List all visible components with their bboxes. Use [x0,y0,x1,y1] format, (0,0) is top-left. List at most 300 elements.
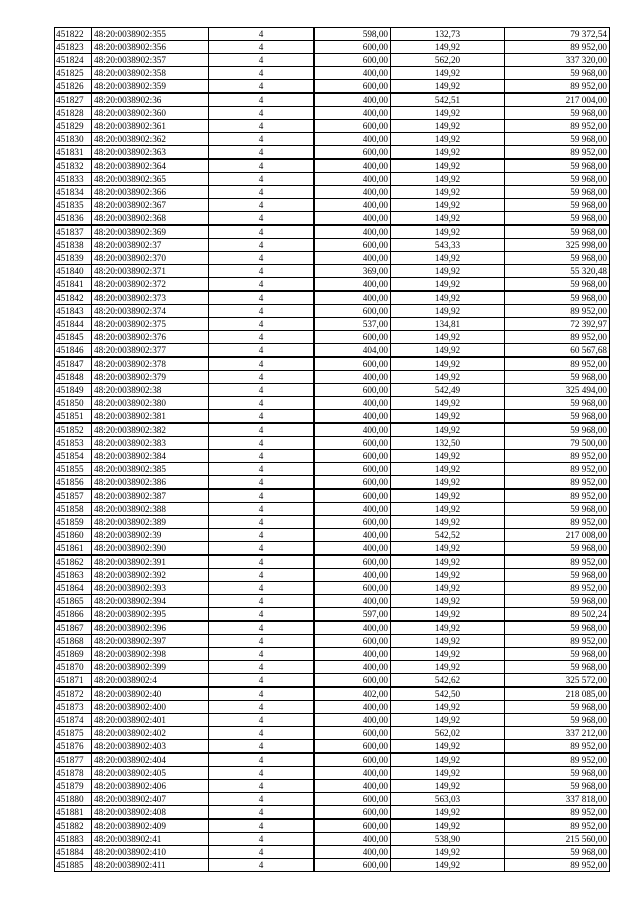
table-row [55,621,610,635]
cadastral-number-cell: 48:20:0038902:380 [92,397,209,410]
table-row [55,542,610,556]
cadastral-value-cell: 59 968,00 [505,291,610,305]
table-row [55,648,610,661]
cadastral-value-cell: 59 968,00 [505,173,610,186]
cadastral-number-cell: 48:20:0038902:373 [92,291,209,305]
group-cell: 4 [209,54,315,67]
area-cell: 600,00 [314,753,391,767]
group-cell: 4 [209,133,315,146]
table-row [55,133,610,146]
cadastral-value-cell: 89 952,00 [505,806,610,820]
table-row [55,173,610,186]
table-row [55,397,610,410]
cadastral-number-cell: 48:20:0038902:364 [92,159,209,173]
area-cell: 400,00 [314,159,391,173]
row-id-cell: 451830 [55,133,92,146]
group-cell: 4 [209,846,315,859]
cadastral-number-cell: 48:20:0038902:372 [92,278,209,292]
cadastral-value-cell: 89 952,00 [505,635,610,648]
table-row [55,252,610,265]
area-cell: 600,00 [314,450,391,463]
unit-value-cell: 149,92 [391,780,505,793]
row-id-cell: 451835 [55,199,92,212]
cadastral-number-cell: 48:20:0038902:387 [92,489,209,503]
table-row [55,146,610,160]
row-id-cell: 451851 [55,410,92,424]
unit-value-cell: 149,92 [391,371,505,384]
area-cell: 600,00 [314,555,391,569]
area-cell: 400,00 [314,846,391,859]
cadastral-value-cell: 59 968,00 [505,212,610,226]
cadastral-value-cell: 325 572,00 [505,674,610,688]
table-row [55,423,610,437]
cadastral-value-cell: 59 968,00 [505,278,610,292]
area-cell: 400,00 [314,397,391,410]
row-id-cell: 451855 [55,463,92,476]
table-row [55,278,610,292]
row-id-cell: 451833 [55,173,92,186]
cadastral-number-cell: 48:20:0038902:375 [92,318,209,331]
table-row [55,516,610,529]
area-cell: 600,00 [314,80,391,94]
cadastral-number-cell: 48:20:0038902:402 [92,727,209,740]
cadastral-value-cell: 59 968,00 [505,648,610,661]
unit-value-cell: 149,92 [391,621,505,635]
group-cell: 4 [209,463,315,476]
row-id-cell: 451846 [55,344,92,358]
area-cell: 600,00 [314,239,391,252]
cadastral-number-cell: 48:20:0038902:386 [92,476,209,490]
row-id-cell: 451854 [55,450,92,463]
unit-value-cell: 149,92 [391,489,505,503]
unit-value-cell: 542,49 [391,384,505,397]
cadastral-number-cell: 48:20:0038902:38 [92,384,209,397]
row-id-cell: 451845 [55,331,92,344]
row-id-cell: 451841 [55,278,92,292]
cadastral-number-cell: 48:20:0038902:401 [92,714,209,727]
cadastral-number-cell: 48:20:0038902:359 [92,80,209,94]
unit-value-cell: 149,92 [391,701,505,714]
cadastral-value-cell: 89 952,00 [505,516,610,529]
cadastral-value-cell: 59 968,00 [505,767,610,780]
cadastral-value-cell: 59 968,00 [505,186,610,199]
unit-value-cell: 149,92 [391,859,505,872]
group-cell: 4 [209,450,315,463]
cadastral-value-cell: 89 952,00 [505,753,610,767]
unit-value-cell: 149,92 [391,423,505,437]
area-cell: 400,00 [314,278,391,292]
cadastral-value-cell: 89 952,00 [505,331,610,344]
cadastral-number-cell: 48:20:0038902:363 [92,146,209,160]
table-row [55,291,610,305]
table-row [55,410,610,424]
row-id-cell: 451850 [55,397,92,410]
group-cell: 4 [209,621,315,635]
row-id-cell: 451859 [55,516,92,529]
cadastral-value-cell: 59 968,00 [505,595,610,608]
table-row [55,714,610,727]
area-cell: 600,00 [314,54,391,67]
cadastral-number-cell: 48:20:0038902:408 [92,806,209,820]
group-cell: 4 [209,384,315,397]
area-cell: 400,00 [314,133,391,146]
cadastral-value-cell: 215 560,00 [505,833,610,846]
table-row [55,67,610,80]
unit-value-cell: 149,92 [391,278,505,292]
area-cell: 400,00 [314,542,391,556]
unit-value-cell: 543,33 [391,239,505,252]
unit-value-cell: 149,92 [391,133,505,146]
table-row [55,384,610,397]
unit-value-cell: 149,92 [391,608,505,622]
cadastral-number-cell: 48:20:0038902:393 [92,582,209,595]
cadastral-value-cell: 59 968,00 [505,569,610,582]
group-cell: 4 [209,199,315,212]
table-row [55,265,610,278]
cadastral-value-cell: 59 968,00 [505,159,610,173]
unit-value-cell: 542,50 [391,687,505,701]
table-row [55,239,610,252]
group-cell: 4 [209,569,315,582]
area-cell: 400,00 [314,107,391,120]
table-row [55,859,610,872]
table-row [55,212,610,226]
unit-value-cell: 149,92 [391,173,505,186]
table-row [55,371,610,384]
cadastral-number-cell: 48:20:0038902:4 [92,674,209,688]
cadastral-number-cell: 48:20:0038902:405 [92,767,209,780]
unit-value-cell: 149,92 [391,41,505,54]
cadastral-value-cell: 89 952,00 [505,450,610,463]
row-id-cell: 451825 [55,67,92,80]
row-id-cell: 451863 [55,569,92,582]
unit-value-cell: 149,92 [391,516,505,529]
row-id-cell: 451832 [55,159,92,173]
cadastral-value-cell: 59 968,00 [505,133,610,146]
cadastral-value-cell: 89 502,24 [505,608,610,622]
table-row [55,674,610,688]
table-row [55,608,610,622]
cadastral-number-cell: 48:20:0038902:395 [92,608,209,622]
unit-value-cell: 149,92 [391,661,505,674]
cadastral-value-cell: 89 952,00 [505,489,610,503]
unit-value-cell: 149,92 [391,463,505,476]
cadastral-number-cell: 48:20:0038902:392 [92,569,209,582]
cadastral-value-cell: 89 952,00 [505,859,610,872]
area-cell: 400,00 [314,371,391,384]
group-cell: 4 [209,80,315,94]
cadastral-number-cell: 48:20:0038902:40 [92,687,209,701]
cadastral-value-cell: 59 968,00 [505,846,610,859]
group-cell: 4 [209,291,315,305]
unit-value-cell: 149,92 [391,582,505,595]
row-id-cell: 451838 [55,239,92,252]
group-cell: 4 [209,555,315,569]
table-row [55,93,610,107]
table-row [55,489,610,503]
row-id-cell: 451828 [55,107,92,120]
row-id-cell: 451853 [55,437,92,450]
group-cell: 4 [209,318,315,331]
row-id-cell: 451844 [55,318,92,331]
table-row [55,463,610,476]
group-cell: 4 [209,859,315,872]
area-cell: 600,00 [314,384,391,397]
group-cell: 4 [209,806,315,820]
group-cell: 4 [209,159,315,173]
row-id-cell: 451871 [55,674,92,688]
row-id-cell: 451826 [55,80,92,94]
unit-value-cell: 149,92 [391,199,505,212]
row-id-cell: 451860 [55,529,92,542]
area-cell: 400,00 [314,186,391,199]
table-row [55,107,610,120]
group-cell: 4 [209,410,315,424]
cadastral-value-cell: 89 952,00 [505,80,610,94]
area-cell: 600,00 [314,146,391,160]
cadastral-value-cell: 59 968,00 [505,661,610,674]
cadastral-value-cell: 59 968,00 [505,371,610,384]
row-id-cell: 451823 [55,41,92,54]
row-id-cell: 451865 [55,595,92,608]
unit-value-cell: 542,51 [391,93,505,107]
cadastral-value-cell: 72 392,97 [505,318,610,331]
group-cell: 4 [209,225,315,239]
table-row [55,529,610,542]
area-cell: 400,00 [314,423,391,437]
group-cell: 4 [209,489,315,503]
cadastral-number-cell: 48:20:0038902:391 [92,555,209,569]
group-cell: 4 [209,542,315,556]
table-row [55,28,610,41]
unit-value-cell: 149,92 [391,252,505,265]
unit-value-cell: 149,92 [391,397,505,410]
area-cell: 600,00 [314,476,391,490]
unit-value-cell: 149,92 [391,212,505,226]
group-cell: 4 [209,516,315,529]
area-cell: 400,00 [314,529,391,542]
area-cell: 600,00 [314,489,391,503]
cadastral-number-cell: 48:20:0038902:379 [92,371,209,384]
row-id-cell: 451885 [55,859,92,872]
cadastral-value-cell: 59 968,00 [505,67,610,80]
cadastral-number-cell: 48:20:0038902:389 [92,516,209,529]
group-cell: 4 [209,701,315,714]
group-cell: 4 [209,714,315,727]
cadastral-number-cell: 48:20:0038902:366 [92,186,209,199]
unit-value-cell: 149,92 [391,146,505,160]
unit-value-cell: 542,52 [391,529,505,542]
unit-value-cell: 149,92 [391,80,505,94]
group-cell: 4 [209,120,315,133]
row-id-cell: 451834 [55,186,92,199]
cadastral-value-cell: 60 567,68 [505,344,610,358]
unit-value-cell: 563,03 [391,793,505,806]
cadastral-number-cell: 48:20:0038902:407 [92,793,209,806]
cadastral-value-cell: 337 212,00 [505,727,610,740]
row-id-cell: 451883 [55,833,92,846]
unit-value-cell: 149,92 [391,846,505,859]
table-row [55,120,610,133]
group-cell: 4 [209,819,315,833]
table-row [55,305,610,318]
unit-value-cell: 149,92 [391,714,505,727]
group-cell: 4 [209,186,315,199]
cadastral-number-cell: 48:20:0038902:383 [92,437,209,450]
group-cell: 4 [209,793,315,806]
cadastral-number-cell: 48:20:0038902:369 [92,225,209,239]
area-cell: 400,00 [314,569,391,582]
row-id-cell: 451836 [55,212,92,226]
cadastral-number-cell: 48:20:0038902:388 [92,503,209,516]
cadastral-number-cell: 48:20:0038902:390 [92,542,209,556]
cadastral-number-cell: 48:20:0038902:358 [92,67,209,80]
row-id-cell: 451858 [55,503,92,516]
unit-value-cell: 149,92 [391,357,505,371]
group-cell: 4 [209,212,315,226]
cadastral-value-cell: 55 320,48 [505,265,610,278]
cadastral-value-cell: 59 968,00 [505,410,610,424]
row-id-cell: 451848 [55,371,92,384]
table-row [55,476,610,490]
table-row [55,437,610,450]
cadastral-value-cell: 217 004,00 [505,93,610,107]
row-id-cell: 451852 [55,423,92,437]
group-cell: 4 [209,608,315,622]
cadastral-value-cell: 79 372,54 [505,28,610,41]
group-cell: 4 [209,753,315,767]
area-cell: 400,00 [314,661,391,674]
area-cell: 600,00 [314,819,391,833]
cadastral-value-cell: 59 968,00 [505,780,610,793]
unit-value-cell: 149,92 [391,503,505,516]
cadastral-number-cell: 48:20:0038902:409 [92,819,209,833]
area-cell: 600,00 [314,516,391,529]
row-id-cell: 451875 [55,727,92,740]
area-cell: 600,00 [314,120,391,133]
row-id-cell: 451822 [55,28,92,41]
group-cell: 4 [209,252,315,265]
table-row [55,767,610,780]
area-cell: 400,00 [314,67,391,80]
group-cell: 4 [209,146,315,160]
cadastral-number-cell: 48:20:0038902:362 [92,133,209,146]
area-cell: 600,00 [314,859,391,872]
cadastral-value-cell: 59 968,00 [505,252,610,265]
row-id-cell: 451847 [55,357,92,371]
table-row [55,780,610,793]
cadastral-number-cell: 48:20:0038902:399 [92,661,209,674]
unit-value-cell: 149,92 [391,410,505,424]
area-cell: 600,00 [314,357,391,371]
table-row [55,727,610,740]
cadastral-number-cell: 48:20:0038902:398 [92,648,209,661]
table-row [55,846,610,859]
cadastral-number-cell: 48:20:0038902:385 [92,463,209,476]
row-id-cell: 451856 [55,476,92,490]
row-id-cell: 451879 [55,780,92,793]
group-cell: 4 [209,344,315,358]
row-id-cell: 451884 [55,846,92,859]
cadastral-value-cell: 89 952,00 [505,582,610,595]
row-id-cell: 451882 [55,819,92,833]
unit-value-cell: 149,92 [391,753,505,767]
table-row [55,582,610,595]
cadastral-value-cell: 89 952,00 [505,476,610,490]
row-id-cell: 451876 [55,740,92,754]
table-row [55,503,610,516]
table-row [55,331,610,344]
area-cell: 600,00 [314,41,391,54]
unit-value-cell: 149,92 [391,265,505,278]
table-row [55,701,610,714]
area-cell: 400,00 [314,212,391,226]
cadastral-value-cell: 337 818,00 [505,793,610,806]
cadastral-number-cell: 48:20:0038902:36 [92,93,209,107]
group-cell: 4 [209,595,315,608]
unit-value-cell: 149,92 [391,225,505,239]
cadastral-number-cell: 48:20:0038902:37 [92,239,209,252]
cadastral-number-cell: 48:20:0038902:410 [92,846,209,859]
area-cell: 600,00 [314,727,391,740]
cadastral-value-cell: 59 968,00 [505,107,610,120]
row-id-cell: 451864 [55,582,92,595]
cadastral-value-cell: 59 968,00 [505,199,610,212]
table-row [55,661,610,674]
group-cell: 4 [209,727,315,740]
unit-value-cell: 149,92 [391,542,505,556]
row-id-cell: 451872 [55,687,92,701]
area-cell: 400,00 [314,595,391,608]
table-row [55,635,610,648]
cadastral-number-cell: 48:20:0038902:41 [92,833,209,846]
cadastral-number-cell: 48:20:0038902:367 [92,199,209,212]
row-id-cell: 451873 [55,701,92,714]
cadastral-number-cell: 48:20:0038902:377 [92,344,209,358]
unit-value-cell: 149,92 [391,595,505,608]
area-cell: 400,00 [314,199,391,212]
group-cell: 4 [209,397,315,410]
row-id-cell: 451837 [55,225,92,239]
cadastral-number-cell: 48:20:0038902:378 [92,357,209,371]
unit-value-cell: 149,92 [391,740,505,754]
area-cell: 600,00 [314,463,391,476]
cadastral-value-cell: 89 952,00 [505,120,610,133]
group-cell: 4 [209,278,315,292]
unit-value-cell: 132,50 [391,437,505,450]
group-cell: 4 [209,357,315,371]
group-cell: 4 [209,661,315,674]
area-cell: 600,00 [314,582,391,595]
unit-value-cell: 149,92 [391,555,505,569]
area-cell: 600,00 [314,305,391,318]
area-cell: 400,00 [314,621,391,635]
cadastral-value-cell: 59 968,00 [505,621,610,635]
cadastral-value-cell: 59 968,00 [505,503,610,516]
table-row [55,833,610,846]
cadastral-value-cell: 325 494,00 [505,384,610,397]
area-cell: 400,00 [314,714,391,727]
area-cell: 400,00 [314,252,391,265]
group-cell: 4 [209,67,315,80]
table-body [55,28,610,872]
unit-value-cell: 149,92 [391,569,505,582]
cadastral-number-cell: 48:20:0038902:406 [92,780,209,793]
cadastral-number-cell: 48:20:0038902:360 [92,107,209,120]
cadastral-value-cell: 59 968,00 [505,542,610,556]
group-cell: 4 [209,503,315,516]
unit-value-cell: 149,92 [391,767,505,780]
